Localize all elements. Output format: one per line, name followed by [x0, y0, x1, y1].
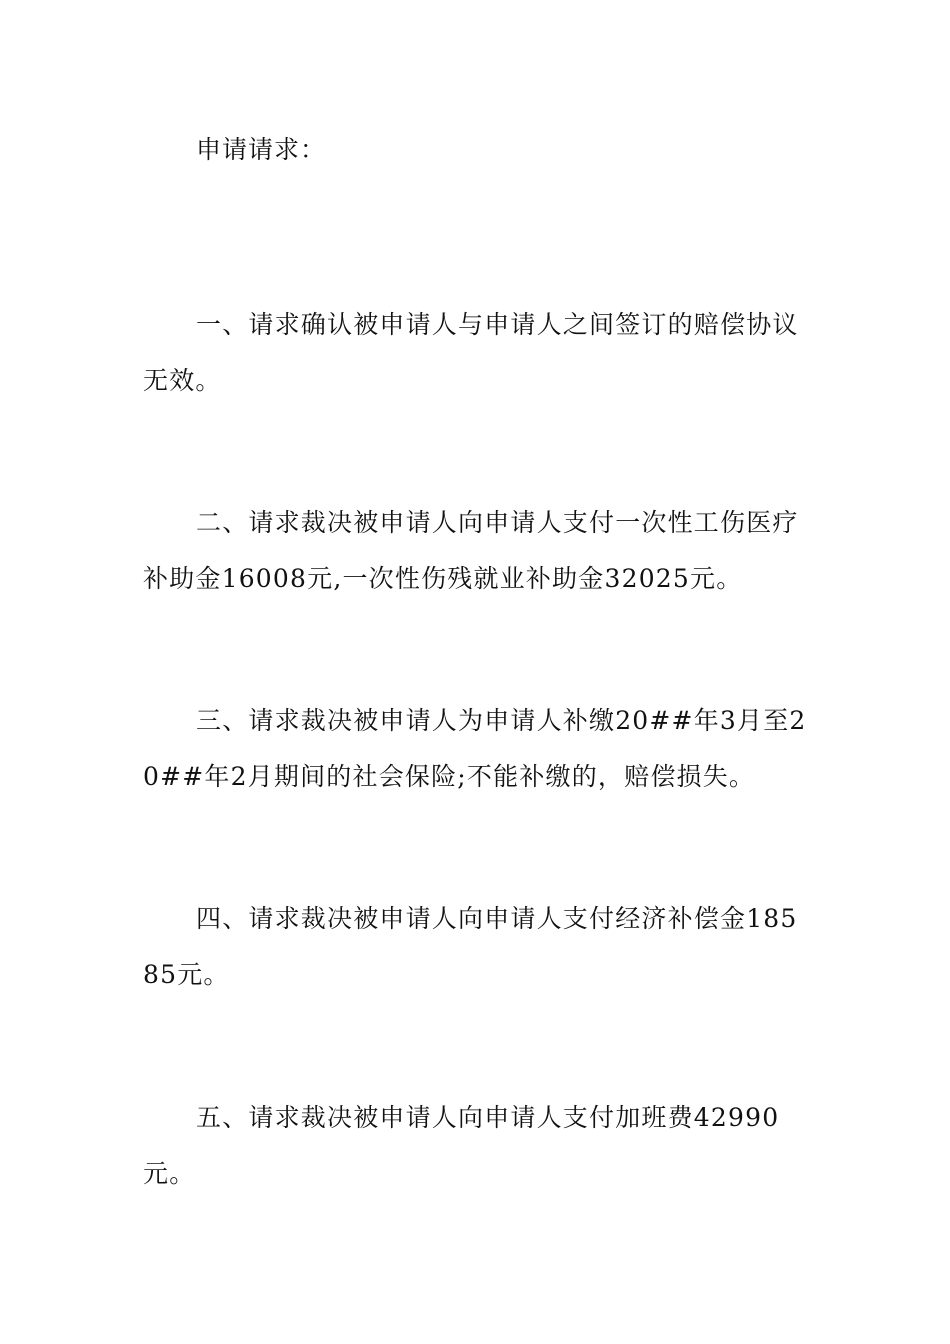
request-item-1: 一、请求确认被申请人与申请人之间签订的赔偿协议无效。 — [143, 310, 799, 395]
request-item-3: 三、请求裁决被申请人为申请人补缴20##年3月至20##年2月期间的社会保险;不能补缴的，赔偿损失。 — [143, 706, 807, 791]
request-item-2: 二、请求裁决被申请人向申请人支付一次性工伤医疗补助金16008元,一次性伤残就业补助金32025元。 — [143, 508, 799, 593]
request-item-5: 五、请求裁决被申请人向申请人支付加班费42990元。 — [143, 1103, 780, 1188]
request-item-4: 四、请求裁决被申请人向申请人支付经济补偿金18585元。 — [143, 904, 798, 989]
section-heading: 申请请求： — [196, 135, 327, 164]
